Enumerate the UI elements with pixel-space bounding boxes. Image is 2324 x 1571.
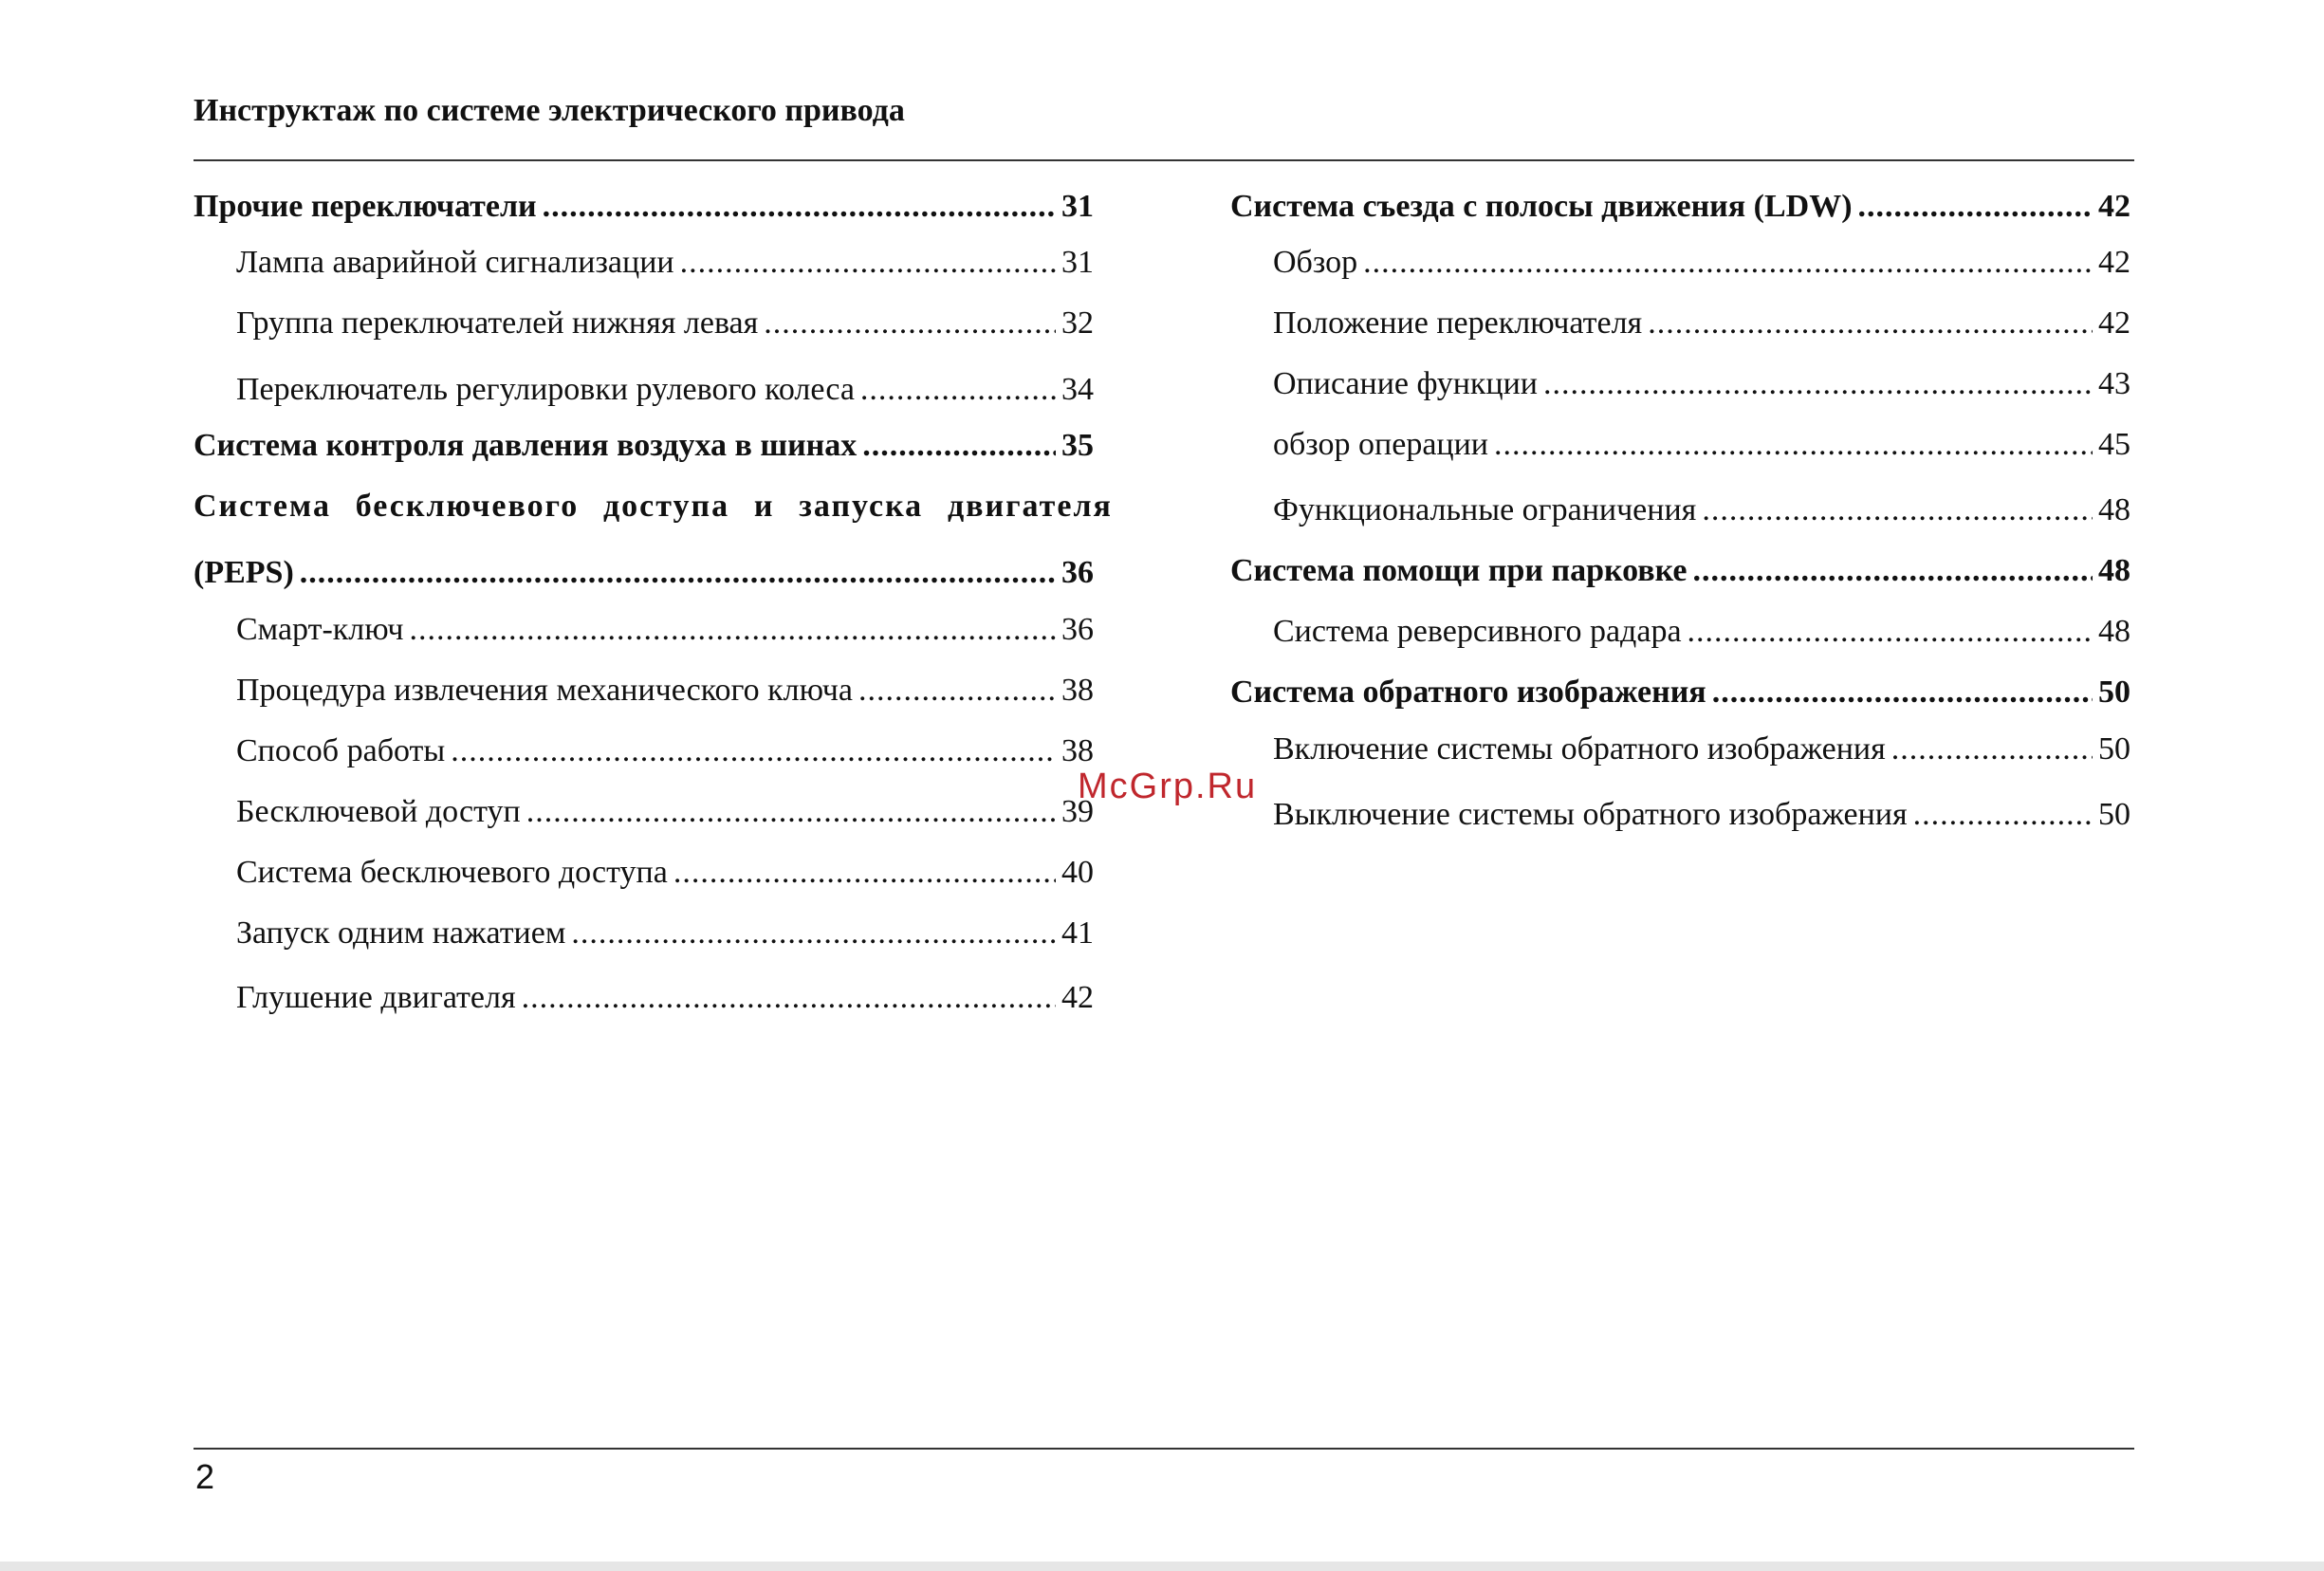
toc-entry[interactable] (194, 609, 1094, 651)
toc-page: 50 (2098, 731, 2130, 767)
toc-leader (862, 425, 1056, 467)
header-rule (194, 159, 2134, 161)
toc-page: 50 (2098, 675, 2130, 710)
toc-page: 35 (1061, 428, 1094, 463)
toc-page: 34 (1061, 372, 1094, 407)
toc-leader (543, 186, 1056, 228)
toc-leader (860, 369, 1056, 411)
toc-title: Группа переключателей нижняя левая (236, 305, 759, 341)
toc-title: Описание функции (1273, 366, 1539, 401)
toc-leader (1712, 672, 2093, 713)
toc-title-word: двигателя (947, 489, 1113, 524)
toc-page: 31 (1061, 189, 1094, 224)
toc-title-word: доступа (602, 489, 730, 524)
toc-leader (409, 609, 1056, 651)
toc-title: Запуск одним нажатием (236, 915, 566, 951)
toc-page: 48 (2098, 492, 2130, 527)
toc-entry[interactable] (1230, 611, 2130, 653)
toc-title: обзор операции (1273, 427, 1488, 462)
toc-title: Выключение системы обратного изображения (1273, 797, 1908, 832)
toc-leader (522, 977, 1056, 1019)
toc-title: Система обратного изображения (1230, 675, 1706, 710)
toc-page: 39 (1061, 794, 1094, 829)
toc-entry[interactable] (194, 913, 1094, 954)
toc-leader (1891, 729, 2093, 770)
toc-leader (858, 670, 1056, 712)
toc-title: Прочие переключатели (194, 189, 537, 224)
toc-title: Включение системы обратного изображения (1273, 731, 1886, 767)
toc-page: 48 (2098, 553, 2130, 588)
footer-rule (194, 1448, 2134, 1450)
toc-title: Переключатель регулировки рулевого колеса (236, 372, 855, 407)
toc-page: 40 (1061, 855, 1094, 890)
toc-entry[interactable] (1230, 242, 2130, 284)
toc-title: (PEPS) (194, 555, 294, 590)
toc-entry[interactable] (1230, 729, 2130, 770)
toc-title: Лампа аварийной сигнализации (236, 245, 674, 280)
toc-page: 38 (1061, 733, 1094, 768)
toc-entry[interactable] (1230, 363, 2130, 405)
toc-leader (673, 852, 1056, 894)
toc-page: 42 (2098, 305, 2130, 341)
toc-title-word: Система (194, 489, 331, 524)
toc-title: Функциональные ограничения (1273, 492, 1697, 527)
toc-page: 41 (1061, 915, 1094, 951)
toc-entry[interactable] (1230, 186, 2130, 228)
toc-leader (300, 552, 1056, 594)
toc-leader (451, 730, 1056, 772)
toc-page: 42 (2098, 245, 2130, 280)
toc-entry[interactable] (1230, 672, 2130, 713)
page-number: 2 (195, 1457, 215, 1496)
toc-title-word: и (753, 489, 775, 524)
toc-leader (1363, 242, 2093, 284)
toc-leader (1702, 490, 2093, 531)
toc-title: Способ работы (236, 733, 446, 768)
toc-leader (1913, 794, 2093, 836)
page-edge (0, 1562, 2324, 1571)
toc-entry[interactable] (1230, 424, 2130, 466)
toc-entry[interactable] (194, 977, 1094, 1019)
toc-page: 43 (2098, 366, 2130, 401)
toc-leader (1858, 186, 2093, 228)
toc-page: 32 (1061, 305, 1094, 341)
toc-entry[interactable] (194, 369, 1094, 411)
toc-entry[interactable] (1230, 303, 2130, 344)
toc-title: Система контроля давления воздуха в шинах (194, 428, 858, 463)
toc-leader (1543, 363, 2093, 405)
toc-title: Глушение двигателя (236, 980, 516, 1015)
toc-title: Обзор (1273, 245, 1358, 280)
toc-entry[interactable] (194, 852, 1094, 894)
toc-page: 31 (1061, 245, 1094, 280)
toc-page: 42 (1061, 980, 1094, 1015)
toc-leader (1688, 611, 2093, 653)
toc-title: Система бесключевого доступа (236, 855, 668, 890)
toc-page: 48 (2098, 614, 2130, 649)
toc-entry[interactable] (194, 186, 1094, 228)
toc-entry[interactable] (194, 552, 1094, 594)
toc-title: Бесключевой доступ (236, 794, 521, 829)
watermark: McGrp.Ru (1078, 767, 1258, 806)
toc-leader (680, 242, 1056, 284)
toc-title: Система съезда с полосы движения (LDW) (1230, 189, 1853, 224)
toc-page: 36 (1061, 612, 1094, 647)
toc-title: Положение переключателя (1273, 305, 1643, 341)
toc-title: Система помощи при парковке (1230, 553, 1688, 588)
toc-leader (1494, 424, 2093, 466)
toc-entry[interactable] (194, 242, 1094, 284)
toc-title-word: бесключевого (355, 489, 580, 524)
toc-entry[interactable] (194, 670, 1094, 712)
toc-entry[interactable] (1230, 490, 2130, 531)
toc-entry[interactable] (1230, 550, 2130, 592)
toc-leader (526, 791, 1056, 833)
toc-page: 50 (2098, 797, 2130, 832)
toc-page: 42 (2098, 189, 2130, 224)
toc-title: Система реверсивного радара (1273, 614, 1682, 649)
toc-leader (571, 913, 1056, 954)
toc-leader (764, 303, 1056, 344)
toc-title-word: запуска (799, 489, 924, 524)
toc-page: 45 (2098, 427, 2130, 462)
running-header: Инструктаж по системе электрического привода (194, 93, 905, 128)
toc-entry[interactable] (194, 303, 1094, 344)
toc-title: Процедура извлечения механического ключа (236, 673, 853, 708)
toc-entry[interactable] (194, 730, 1094, 772)
toc-leader (1692, 550, 2093, 592)
toc-entry[interactable] (1230, 794, 2130, 836)
toc-page: 38 (1061, 673, 1094, 708)
toc-leader (1648, 303, 2093, 344)
toc-title: Смарт-ключ (236, 612, 404, 647)
toc-entry-title-line1[interactable] (194, 486, 1113, 527)
toc-page: 36 (1061, 555, 1094, 590)
toc-entry[interactable] (194, 791, 1094, 833)
toc-entry[interactable] (194, 425, 1094, 467)
